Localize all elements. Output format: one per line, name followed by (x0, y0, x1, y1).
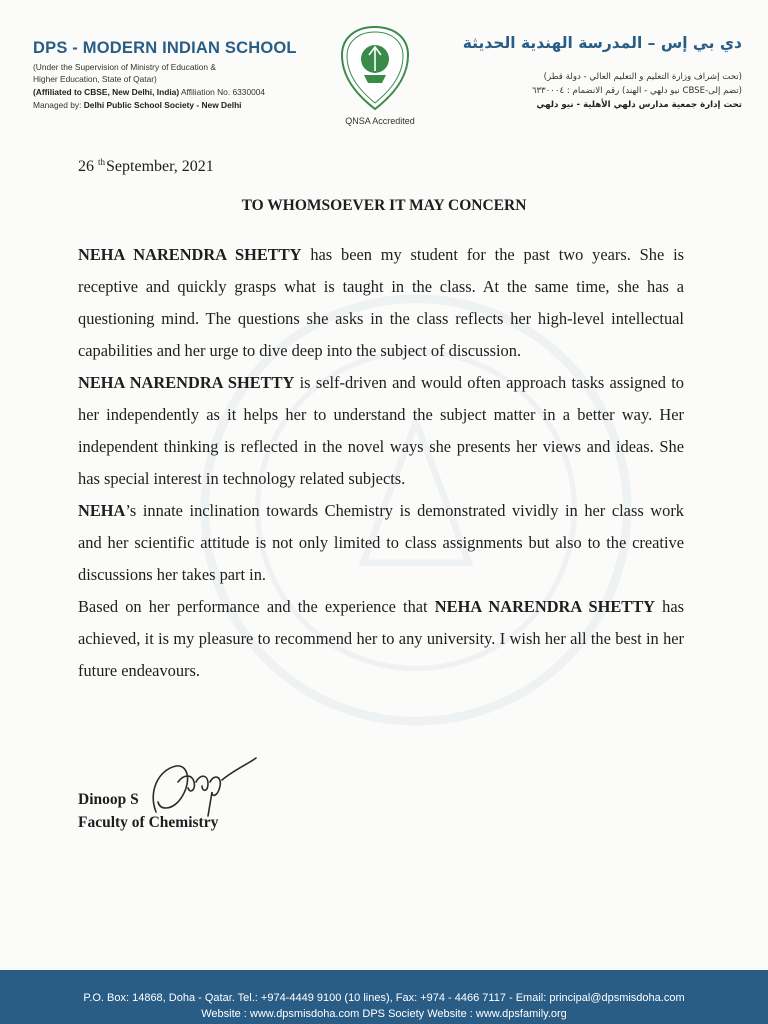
paragraph-2-text: is self-driven and would often approach tasks assigned to her independently as it helps her to understand the subject matter in a better way. Her independent thinking is reflected in the novel ways she presents her views and ideas. She has special interest in technology related subjects. (78, 373, 684, 488)
date-day: 26 (78, 158, 94, 175)
managed-by-label: Managed by: (33, 100, 84, 110)
letterhead-footer (0, 970, 768, 1024)
paragraph-1 (78, 239, 684, 367)
student-name: NEHA NARENDRA SHETTY (78, 373, 295, 392)
paragraph-4-text-a: Based on her performance and the experience that (78, 597, 435, 616)
accreditation-label: QNSA Accredited (345, 116, 415, 126)
affiliation-line (33, 87, 265, 97)
letter-title: TO WHOMSOEVER IT MAY CONCERN (241, 197, 527, 214)
student-name: NEHA NARENDRA SHETTY (78, 245, 302, 264)
signatory-name: Dinoop S (78, 791, 139, 808)
paragraph-1-text: has been my student for the past two years. She is receptive and quickly grasps what is taught in the class. At the same time, she has a questioning mind. The questions she asks in the class reflects her high-level intellectual capabilities and her urge to dive deep into the subject of discussion. (78, 245, 685, 360)
signatory-role: Faculty of Chemistry (78, 814, 219, 831)
managed-by-line (33, 100, 242, 110)
paragraph-4-text-b: has achieved, it is my pleasure to recommend her to any university. I wish her all the best in her future endeavours. (78, 597, 685, 680)
arabic-affiliation-line: (تضم إلى-CBSE نيو دلهي - الهند) رقم الانضمام : ٦٣٣٠٠٠٤ (531, 86, 742, 96)
footer-contact-line: P.O. Box: 14868, Doha - Qatar. Tel.: +974-4449 9100 (10 lines), Fax: +974 - 4466 7117 - Email: principal@dpsmisdoha.com (83, 992, 685, 1004)
date-month-year: September, 2021 (106, 158, 214, 175)
student-first-name: NEHA (78, 501, 126, 520)
affiliation-bold: (Affiliated to CBSE, New Delhi, India) (33, 87, 180, 97)
student-name: NEHA NARENDRA SHETTY (434, 597, 655, 616)
paragraph-3-text: ’s innate inclination towards Chemistry is demonstrated vividly in her class work and her scientific attitude is not only limited to class assignments but also to the creative discussions her takes part in. (78, 501, 684, 584)
paragraph-4 (78, 591, 684, 687)
arabic-supervision-line: (تحت إشراف وزارة التعليم و التعليم العالي - دولة قطر) (543, 72, 742, 82)
letter-date (78, 157, 214, 176)
school-name-english: DPS - MODERN INDIAN SCHOOL (33, 39, 297, 57)
paragraph-3 (78, 495, 684, 591)
letter-body (78, 239, 684, 687)
footer-website-line: Website : www.dpsmisdoha.com DPS Society Website : www.dpsfamily.org (201, 1008, 567, 1020)
date-suffix: th (98, 157, 106, 167)
affiliation-number: Affiliation No. 6330004 (179, 87, 266, 97)
managed-by-value: Delhi Public School Society - New Delhi (83, 100, 242, 110)
school-logo (338, 25, 412, 111)
school-name-arabic: دي بي إس – المدرسة الهندية الحديثة (462, 34, 742, 52)
supervision-line-2: Higher Education, State of Qatar) (33, 74, 157, 84)
paragraph-2 (78, 367, 684, 495)
supervision-line-1: (Under the Supervision of Ministry of Education & (33, 62, 216, 72)
arabic-managed-line: تحت إدارة جمعية مدارس دلهي الأهلية - نيو دلهي (536, 100, 742, 110)
